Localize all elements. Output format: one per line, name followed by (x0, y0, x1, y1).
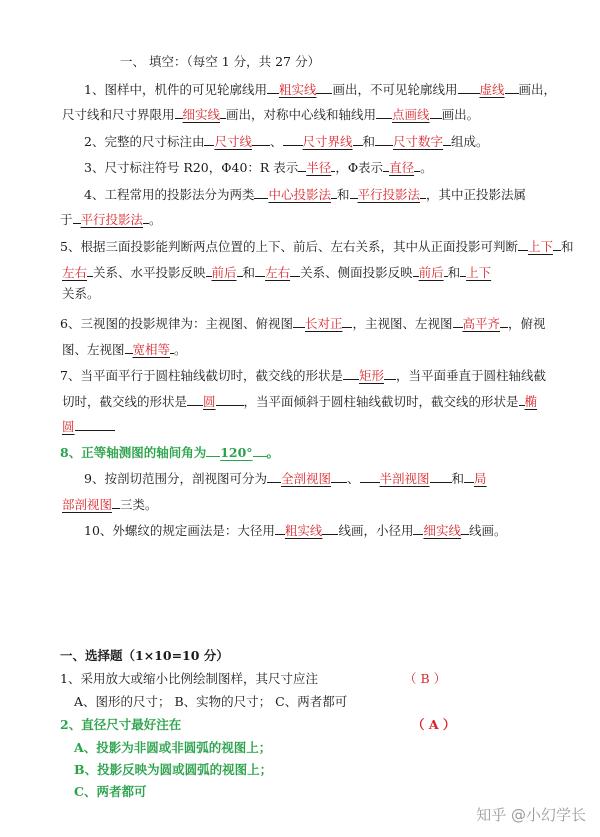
q5-line3: 关系。 (62, 286, 100, 301)
q9-line1: 9、按剖切范围分，剖视图可分为 全剖视图 、 半剖视图 和 局 (84, 468, 487, 487)
q7-line1: 7、当平面平行于圆柱轴线截切时，截交线的形状是 矩形 ，当平面垂直于圆柱轴线截 (60, 365, 546, 384)
q8: 8、正等轴测图的轴间角为 120° 。 (60, 442, 279, 461)
watermark: 知乎 @小幻学长 (476, 806, 586, 824)
q2: 2、完整的尺寸标注由 尺寸线 、 尺寸界线 和 尺寸数字 组成。 (84, 131, 489, 150)
choice-q2-option-b: B、投影反映为圆或圆弧的视图上； (74, 762, 273, 777)
choice-q1-answer: （ B ） (404, 671, 447, 686)
q1-line2: 尺寸线和尺寸界限用 细实线 画出，对称中心线和轴线用 点画线 画出。 (62, 104, 479, 123)
q6-line2: 图、左视图 宽相等 。 (62, 339, 187, 358)
choice-q2-answer: （ A ） (412, 717, 456, 732)
choice-q2-option-a: A、投影为非圆或非圆弧的视图上； (74, 740, 272, 755)
q7-line2: 切时，截交线的形状是 圆 ，当平面倾斜于圆柱轴线截切时，截交线的形状是 椭 (62, 391, 537, 410)
choice-heading: 一、选择题（1×10=10 分） (60, 648, 229, 663)
q6-line1: 6、三视图的投影规律为：主视图、俯视图 长对正 ，主视图、左视图 高平齐 ，俯视 (60, 313, 546, 332)
q1-line1: 1、图样中，机件的可见轮廓线用 粗实线 画出，不可见轮廓线用 虚线 画出， (84, 79, 556, 98)
q4-line2: 于 平行投影法 。 (60, 209, 162, 228)
q3: 3、尺寸标注符号 R20，Φ40：R 表示 半径 ，Φ表示 直径 。 (84, 157, 433, 176)
choice-q1-options: A、图形的尺寸； B、实物的尺寸； C、两者都可 (74, 694, 348, 709)
q7-line3: 圆 (62, 416, 115, 435)
q5-line2: 左右 关系、水平投影反映 前后 和 左右 关系、侧面投影反映 前后 和 上下 (62, 262, 491, 281)
q5-line1: 5、根据三面投影能判断两点位置的上下、前后、左右关系，其中从正面投影可判断 上下 和 (60, 236, 574, 255)
fill-heading: 一、 填空：（每空 1 分，共 27 分） (120, 54, 320, 69)
choice-q2: 2、直径尺寸最好注在 (60, 717, 182, 732)
choice-q1: 1、采用放大或缩小比例绘制图样，其尺寸应注 (60, 671, 318, 686)
q10: 10、外螺纹的规定画法是：大径用 粗实线 线画，小径用 细实线 线画。 (84, 520, 506, 539)
q4-line1: 4、工程常用的投影法分为两类 中心投影法 和 平行投影法 ，其中正投影法属 (84, 184, 526, 203)
q9-line2: 部剖视图 三类。 (62, 494, 158, 513)
choice-q2-option-c: C、两者都可 (74, 784, 147, 799)
